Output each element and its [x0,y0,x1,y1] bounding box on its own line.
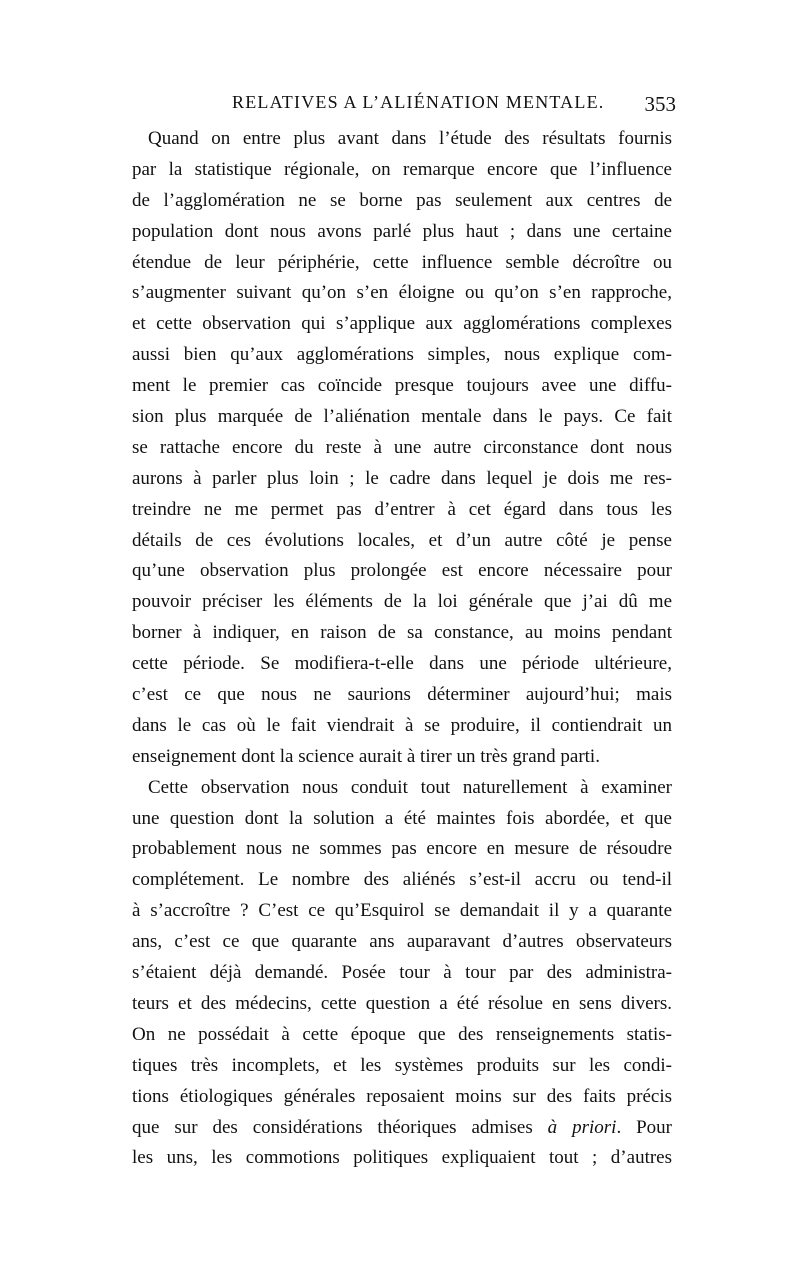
text-line: On ne possédait à cette époque que des renseignements statis- [132,1023,672,1045]
text-line: détails de ces évolutions locales, et d’un autre côté je pense [132,529,672,551]
text-line: Quand on entre plus avant dans l’étude des résultats fournis [148,128,672,149]
text-line: pouvoir préciser les éléments de la loi générale que j’ai dû me [132,591,672,613]
text-line: c’est ce que nous ne saurions déterminer aujourd’hui; mais [132,684,672,706]
text-line: borner à indiquer, en raison de sa constance, au moins pendant [132,622,672,644]
text-line: complétement. Le nombre des aliénés s’est-il accru ou tend-il [132,869,672,891]
text-line: s’augmenter suivant qu’on s’en éloigne ou qu’on s’en rapproche, [132,282,672,304]
text-line: probablement nous ne sommes pas encore en mesure de résoudre [132,838,672,860]
text-line: les uns, les commotions politiques expliquaient tout ; d’autres [132,1147,672,1169]
text-segment: que sur des considérations théoriques admises [132,1116,533,1138]
text-line: aurons à parler plus loin ; le cadre dans lequel je dois me res- [132,467,672,489]
page-number: 353 [644,92,676,116]
italic-phrase: à priori [547,1116,617,1138]
text-segment: . Pour [616,1116,673,1138]
text-line: et cette observation qui s’applique aux agglomérations complexes [132,313,672,335]
text-line: dans le cas où le fait viendrait à se produire, il contiendrait un [132,714,672,736]
text-line: enseignement dont la science aurait à tirer un très grand parti. [132,745,600,767]
running-head [232,92,676,122]
text-line: étendue de leur périphérie, cette influence semble décroître ou [132,251,672,273]
text-line: treindre ne me permet pas d’entrer à cet égard dans tous les [132,498,672,520]
text-line: tiques très incomplets, et les systèmes produits sur les condi- [132,1054,672,1076]
text-line: de l’agglomération ne se borne pas seulement aux centres de [132,189,672,211]
text-line: par la statistique régionale, on remarque encore que l’influence [132,158,672,180]
text-line: se rattache encore du reste à une autre circonstance dont nous [132,436,672,458]
text-line: ment le premier cas coïncide presque toujours avee une diffu- [132,375,672,397]
text-line: Cette observation nous conduit tout naturellement à examiner [148,776,672,798]
text-line: teurs et des médecins, cette question a été résolue en sens divers. [132,992,672,1014]
text-line: s’étaient déjà demandé. Posée tour à tour par des administra- [132,962,672,984]
running-title: RELATIVES A L’ALIÉNATION MENTALE. [232,92,605,112]
text-line: sion plus marquée de l’aliénation mentale dans le pays. Ce fait [132,406,672,428]
text-line: tions étiologiques générales reposaient moins sur des faits précis [132,1085,672,1107]
text-line: ans, c’est ce que quarante ans auparavant d’autres observateurs [132,931,672,953]
text-line: une question dont la solution a été maintes fois abordée, et que [132,807,672,829]
text-line [132,1113,672,1144]
body-text [132,124,672,1174]
text-line: cette période. Se modifiera-t-elle dans une période ultérieure, [132,653,672,675]
text-line: population dont nous avons parlé plus haut ; dans une certaine [132,220,672,242]
text-line: qu’une observation plus prolongée est encore nécessaire pour [132,560,672,582]
text-line: à s’accroître ? C’est ce qu’Esquirol se demandait il y a quarante [132,900,672,922]
text-line: aussi bien qu’aux agglomérations simples, nous explique com- [132,344,672,366]
